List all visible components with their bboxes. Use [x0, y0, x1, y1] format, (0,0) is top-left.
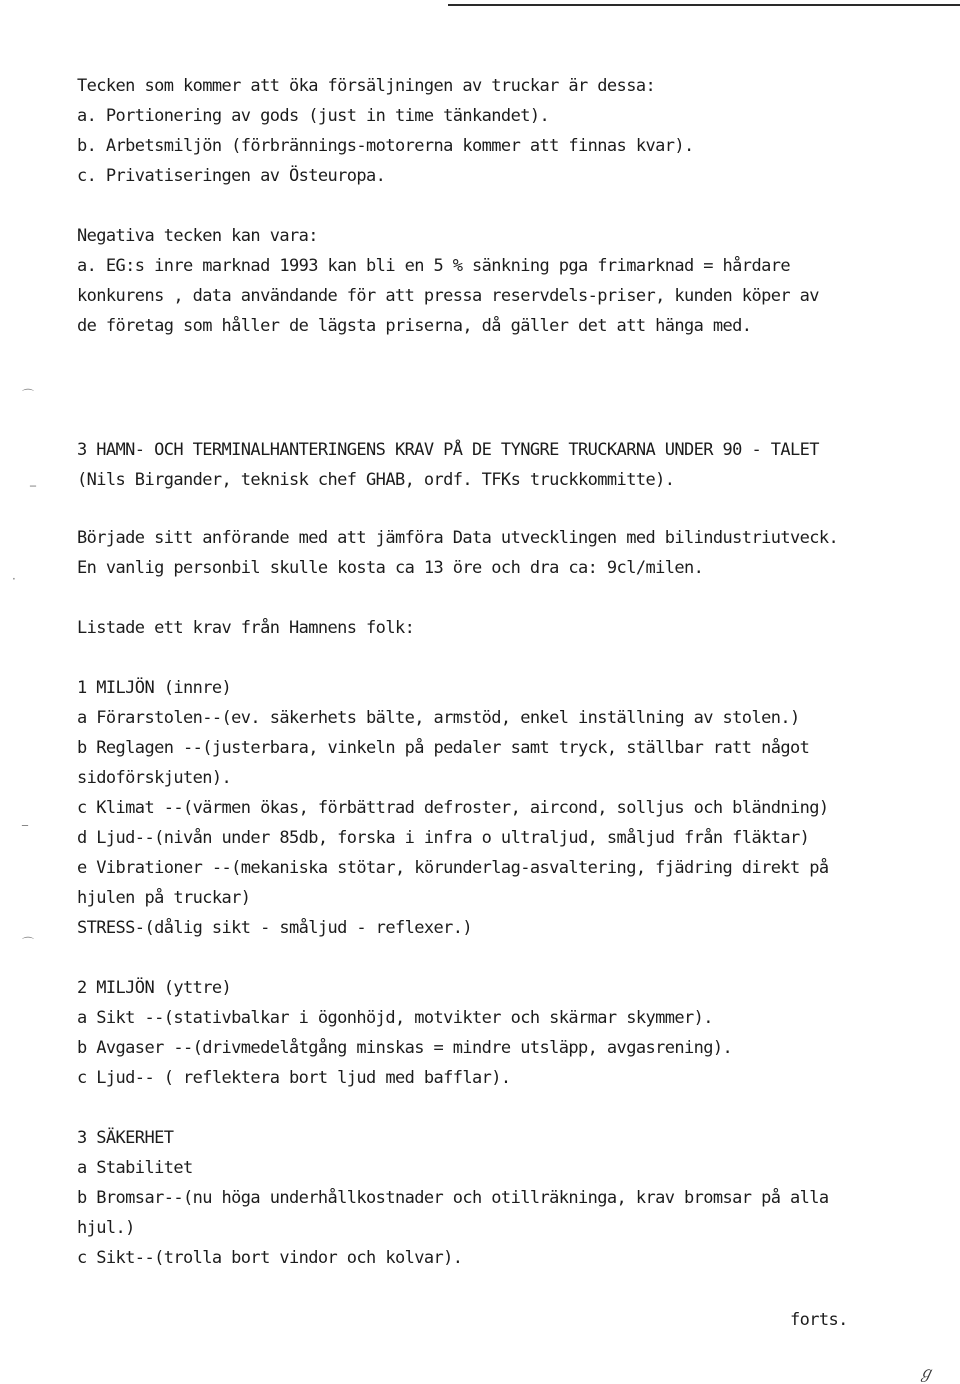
- list-heading: 2 MILJÖN (yttre): [77, 978, 232, 998]
- list-item: b Bromsar--(nu höga underhållkostnader och otillräkninga, krav bromsar på alla: [77, 1188, 829, 1208]
- list-item: a Sikt --(stativbalkar i ögonhöjd, motvikter och skärmar skymmer).: [77, 1008, 713, 1028]
- section-heading: 3 HAMN- OCH TERMINALHANTERINGENS KRAV PÅ DE TYNGRE TRUCKARNA UNDER 90 - TALET: [77, 440, 819, 460]
- text-line: Tecken som kommer att öka försäljningen av truckar är dessa:: [77, 76, 656, 96]
- margin-mark: _: [22, 812, 28, 826]
- margin-mark: ⌒: [22, 936, 35, 950]
- list-item: c Sikt--(trolla bort vindor och kolvar).: [77, 1248, 463, 1268]
- text-line: Negativa tecken kan vara:: [77, 226, 318, 246]
- handwritten-initial-mark: ℊ: [918, 1363, 935, 1382]
- text-line: Började sitt anförande med att jämföra Data utvecklingen med bilindustriutveck.: [77, 528, 839, 548]
- list-item: e Vibrationer --(mekaniska stötar, körunderlag-asvaltering, fjädring direkt på: [77, 858, 829, 878]
- text-line: konkurens , data användande för att pressa reservdels-priser, kunden köper av: [77, 286, 819, 306]
- list-item: STRESS-(dålig sikt - småljud - reflexer.): [77, 918, 473, 938]
- list-item: b Avgaser --(drivmedelåtgång minskas = mindre utsläpp, avgasrening).: [77, 1038, 733, 1058]
- list-heading: 3 SÄKERHET: [77, 1128, 174, 1148]
- text-line: b. Arbetsmiljön (förbrännings-motorerna kommer att finnas kvar).: [77, 136, 694, 156]
- text-line: de företag som håller de lägsta priserna, då gäller det att hänga med.: [77, 316, 752, 336]
- text-line: a. EG:s inre marknad 1993 kan bli en 5 % sänkning pga frimarknad = hårdare: [77, 256, 790, 276]
- list-item: c Ljud-- ( reflektera bort ljud med bafflar).: [77, 1068, 511, 1088]
- margin-mark: ⌒: [22, 388, 35, 402]
- list-item: d Ljud--(nivån under 85db, forska i infra o ultraljud, småljud från fläktar): [77, 828, 810, 848]
- text-line: c. Privatiseringen av Östeuropa.: [77, 166, 386, 186]
- continued-note: forts.: [790, 1310, 848, 1330]
- text-line: Listade ett krav från Hamnens folk:: [77, 618, 415, 638]
- margin-mark: ‾: [30, 484, 36, 498]
- list-item: c Klimat --(värmen ökas, förbättrad defroster, aircond, solljus och bländning): [77, 798, 829, 818]
- list-item: hjulen på truckar): [77, 888, 251, 908]
- list-item: a Stabilitet: [77, 1158, 193, 1178]
- text-line: En vanlig personbil skulle kosta ca 13 öre och dra ca: 9cl/milen.: [77, 558, 704, 578]
- list-item: b Reglagen --(justerbara, vinkeln på pedaler samt tryck, ställbar ratt något: [77, 738, 810, 758]
- text-line: a. Portionering av gods (just in time tänkandet).: [77, 106, 550, 126]
- top-border-line: [448, 4, 960, 6]
- margin-mark: ·: [12, 572, 16, 586]
- list-item: hjul.): [77, 1218, 135, 1238]
- list-item: a Förarstolen--(ev. säkerhets bälte, armstöd, enkel inställning av stolen.): [77, 708, 800, 728]
- list-item: sidoförskjuten).: [77, 768, 232, 788]
- list-heading: 1 MILJÖN (innre): [77, 678, 232, 698]
- text-line: (Nils Birgander, teknisk chef GHAB, ordf. TFKs truckkommitte).: [77, 470, 675, 490]
